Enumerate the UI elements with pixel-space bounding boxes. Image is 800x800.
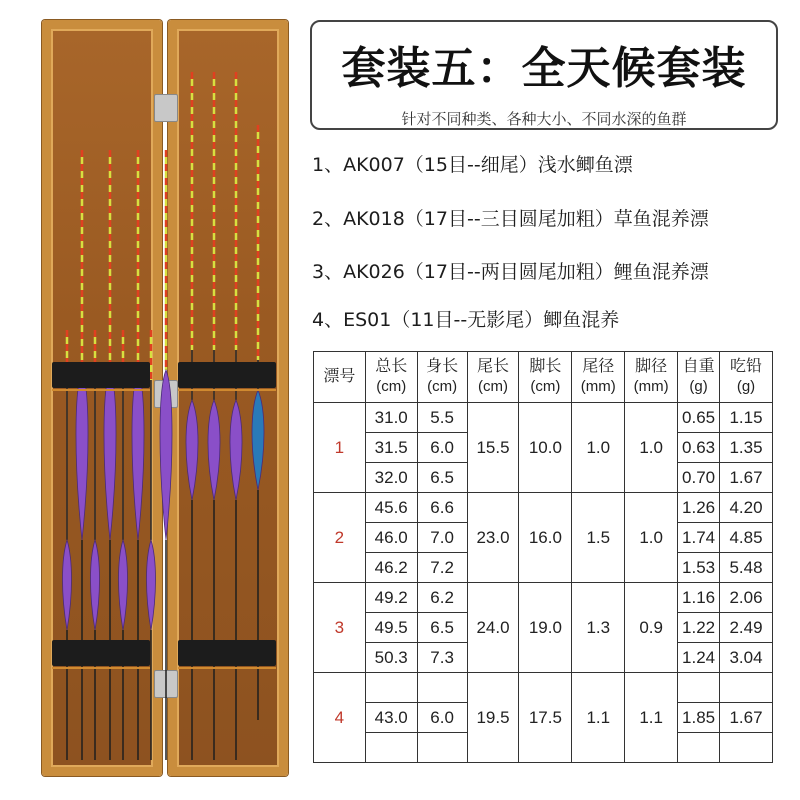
page-title: 套装五：全天候套装 — [341, 43, 747, 94]
lead-capacity-cell: 3.04 — [720, 643, 773, 673]
header-tail-length: 尾长 (cm) — [467, 352, 519, 403]
lead-capacity-cell: 1.35 — [720, 433, 773, 463]
foot-diameter-cell: 1.0 — [625, 493, 678, 583]
table-header-row — [314, 352, 773, 403]
table-row — [314, 493, 773, 523]
body-length-cell — [417, 673, 467, 703]
self-weight-cell: 1.74 — [678, 523, 720, 553]
self-weight-cell: 1.26 — [678, 493, 720, 523]
body-length-cell: 6.0 — [417, 433, 467, 463]
self-weight-cell: 0.63 — [678, 433, 720, 463]
header-self-weight: 自重 (g) — [678, 352, 720, 403]
foot-diameter-cell: 1.1 — [625, 673, 678, 763]
foam-holder-strip-3 — [178, 362, 276, 388]
short-float-left-2-body — [91, 540, 100, 630]
body-length-cell: 7.3 — [417, 643, 467, 673]
foam-holder-strip-2 — [52, 640, 150, 666]
long-float-left-2-body — [104, 370, 116, 540]
float-box-image — [42, 20, 290, 776]
long-float-left-3-body — [132, 370, 144, 540]
short-float-left-3-body — [119, 540, 128, 630]
spec-line-3: 3、AK026（17目--两目圆尾加粗）鲤鱼混养漂 — [312, 261, 709, 283]
title-box — [310, 20, 778, 130]
self-weight-cell: 0.70 — [678, 463, 720, 493]
header-float-number: 漂号 — [314, 352, 366, 403]
lead-capacity-cell: 1.67 — [720, 463, 773, 493]
total-length-cell: 50.3 — [365, 643, 417, 673]
float-number-cell: 2 — [314, 493, 366, 583]
float-number-cell: 3 — [314, 583, 366, 673]
tail-diameter-cell: 1.1 — [572, 673, 625, 763]
total-length-cell: 31.0 — [365, 403, 417, 433]
body-length-cell: 6.5 — [417, 613, 467, 643]
foot-length-cell: 19.0 — [519, 583, 572, 673]
tail-length-cell: 19.5 — [467, 673, 519, 763]
foot-length-cell: 10.0 — [519, 403, 572, 493]
float-number-cell: 1 — [314, 403, 366, 493]
header-tail-diameter: 尾径 (mm) — [572, 352, 625, 403]
body-length-cell: 6.2 — [417, 583, 467, 613]
body-length-cell: 5.5 — [417, 403, 467, 433]
tail-length-cell: 23.0 — [467, 493, 519, 583]
total-length-cell — [365, 673, 417, 703]
fishing-floats-illustration — [42, 20, 290, 776]
foam-holder-strip-1 — [52, 362, 150, 388]
spec-table — [313, 351, 773, 763]
long-float-left-1-body — [76, 370, 88, 540]
foot-length-cell: 17.5 — [519, 673, 572, 763]
total-length-cell: 32.0 — [365, 463, 417, 493]
float-right-2-body — [208, 400, 220, 500]
page-subtitle: 针对不同种类、各种大小、不同水深的鱼群 — [401, 110, 687, 128]
foot-diameter-cell: 0.9 — [625, 583, 678, 673]
body-length-cell: 6.5 — [417, 463, 467, 493]
tail-diameter-cell: 1.5 — [572, 493, 625, 583]
tail-length-cell: 24.0 — [467, 583, 519, 673]
lead-capacity-cell — [720, 673, 773, 703]
total-length-cell: 45.6 — [365, 493, 417, 523]
total-length-cell: 46.2 — [365, 553, 417, 583]
self-weight-cell: 1.85 — [678, 703, 720, 733]
tail-diameter-cell: 1.0 — [572, 403, 625, 493]
lead-capacity-cell — [720, 733, 773, 763]
header-total-length: 总长 (cm) — [365, 352, 417, 403]
tail-length-cell: 15.5 — [467, 403, 519, 493]
table-row — [314, 583, 773, 613]
float-right-3-body — [230, 400, 242, 500]
self-weight-cell: 1.22 — [678, 613, 720, 643]
header-lead-capacity: 吃铅 (g) — [720, 352, 773, 403]
spec-line-2: 2、AK018（17目--三目圆尾加粗）草鱼混养漂 — [312, 208, 709, 230]
short-float-left-4-body — [147, 540, 156, 630]
lead-capacity-cell: 2.06 — [720, 583, 773, 613]
self-weight-cell: 1.53 — [678, 553, 720, 583]
foot-diameter-cell: 1.0 — [625, 403, 678, 493]
lead-capacity-cell: 4.85 — [720, 523, 773, 553]
body-length-cell: 6.6 — [417, 493, 467, 523]
lead-capacity-cell: 4.20 — [720, 493, 773, 523]
foot-length-cell: 16.0 — [519, 493, 572, 583]
self-weight-cell — [678, 733, 720, 763]
header-foot-length: 脚长 (cm) — [519, 352, 572, 403]
tail-diameter-cell: 1.3 — [572, 583, 625, 673]
total-length-cell: 49.5 — [365, 613, 417, 643]
long-float-left-4-body — [160, 370, 172, 540]
self-weight-cell: 1.24 — [678, 643, 720, 673]
body-length-cell: 7.0 — [417, 523, 467, 553]
body-length-cell: 7.2 — [417, 553, 467, 583]
table-row — [314, 403, 773, 433]
header-foot-diameter: 脚径 (mm) — [625, 352, 678, 403]
float-right-4-body — [252, 390, 264, 490]
spec-line-4: 4、ES01（11目--无影尾）鲫鱼混养 — [312, 309, 620, 331]
total-length-cell: 43.0 — [365, 703, 417, 733]
body-length-cell — [417, 733, 467, 763]
lead-capacity-cell: 1.67 — [720, 703, 773, 733]
total-length-cell: 49.2 — [365, 583, 417, 613]
lead-capacity-cell: 2.49 — [720, 613, 773, 643]
foam-holder-strip-4 — [178, 640, 276, 666]
float-right-1-body — [186, 400, 198, 500]
self-weight-cell: 1.16 — [678, 583, 720, 613]
total-length-cell: 46.0 — [365, 523, 417, 553]
lead-capacity-cell: 5.48 — [720, 553, 773, 583]
table-row — [314, 673, 773, 703]
float-number-cell: 4 — [314, 673, 366, 763]
lead-capacity-cell: 1.15 — [720, 403, 773, 433]
self-weight-cell: 0.65 — [678, 403, 720, 433]
self-weight-cell — [678, 673, 720, 703]
short-float-left-1-body — [63, 540, 72, 630]
total-length-cell — [365, 733, 417, 763]
body-length-cell: 6.0 — [417, 703, 467, 733]
header-body-length: 身长 (cm) — [417, 352, 467, 403]
total-length-cell: 31.5 — [365, 433, 417, 463]
spec-line-1: 1、AK007（15目--细尾）浅水鲫鱼漂 — [312, 154, 633, 176]
